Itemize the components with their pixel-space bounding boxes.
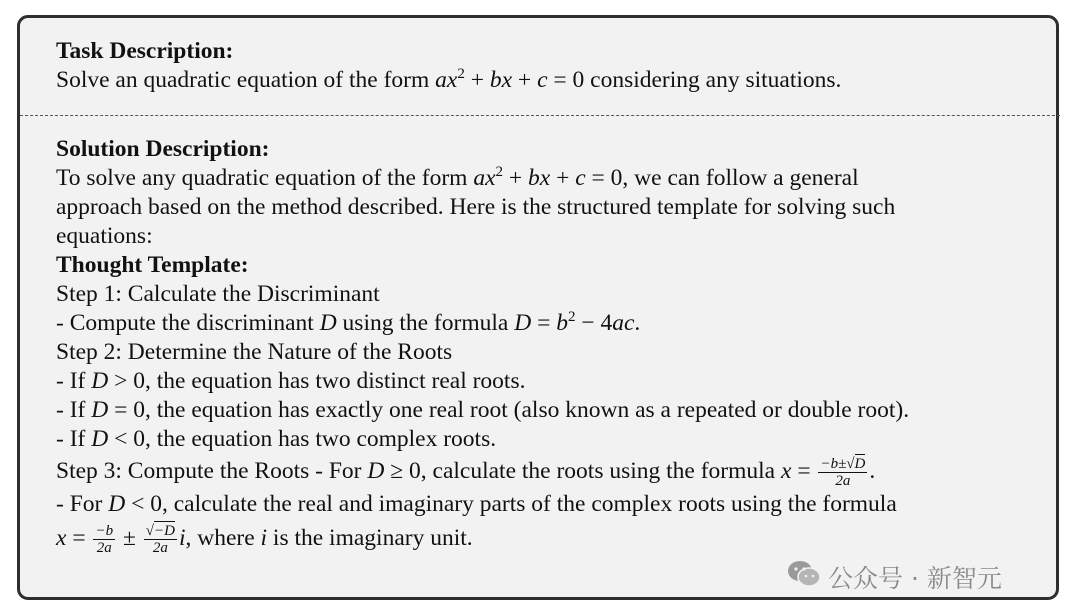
solution-line-1: To solve any quadratic equation of the form $ax^2$ + bx + c = 0, we can follow a general bbox=[56, 164, 859, 191]
complex-formula-line: x = $\frac{-b}{2a}$ ± $\frac{√-D}{2a}$ i, where i is the imaginary unit. bbox=[56, 523, 473, 556]
imag-part-fraction: $\frac{√-D}{2a}$ bbox=[145, 523, 175, 556]
real-part-fraction: $\frac{-b}{2a}$ bbox=[95, 523, 114, 556]
task-text: Solve an quadratic equation of the form $ax^2$ + bx + c = 0 considering any situations. bbox=[56, 66, 842, 93]
solution-line-3: equations: bbox=[56, 223, 153, 249]
watermark bbox=[786, 559, 1002, 595]
complex-case: - For D < 0, calculate the real and imaginary parts of the complex roots using the formula bbox=[56, 491, 897, 517]
solution-line-2: approach based on the method described. Here is the structured template for solving such bbox=[56, 194, 896, 220]
case-positive: - If D > 0, the equation has two distinct real roots. bbox=[56, 368, 526, 394]
step-3: Step 3: Compute the Roots - For D ≥ 0, calculate the roots using the formula x = $\frac{-b\pm√D}{2a}$ . bbox=[56, 456, 876, 489]
case-zero: - If D = 0, the equation has exactly one real root (also known as a repeated or double root). bbox=[56, 397, 910, 423]
root-formula: $\frac{-b\pm√D}{2a}$ bbox=[820, 456, 866, 489]
task-heading: Task Description: bbox=[56, 38, 234, 64]
wechat-icon bbox=[786, 559, 828, 595]
watermark-text: 公众号 · 新智元 bbox=[828, 564, 1002, 593]
step-1-detail: - Compute the discriminant D using the formula $D = b^2 - 4ac$. bbox=[56, 309, 641, 336]
dashed-divider bbox=[20, 115, 1060, 116]
template-heading: Thought Template: bbox=[56, 252, 249, 278]
step-2: Step 2: Determine the Nature of the Roots bbox=[56, 339, 453, 365]
solution-heading: Solution Description: bbox=[56, 136, 270, 162]
step-1: Step 1: Calculate the Discriminant bbox=[56, 281, 380, 307]
case-negative: - If D < 0, the equation has two complex roots. bbox=[56, 426, 497, 452]
